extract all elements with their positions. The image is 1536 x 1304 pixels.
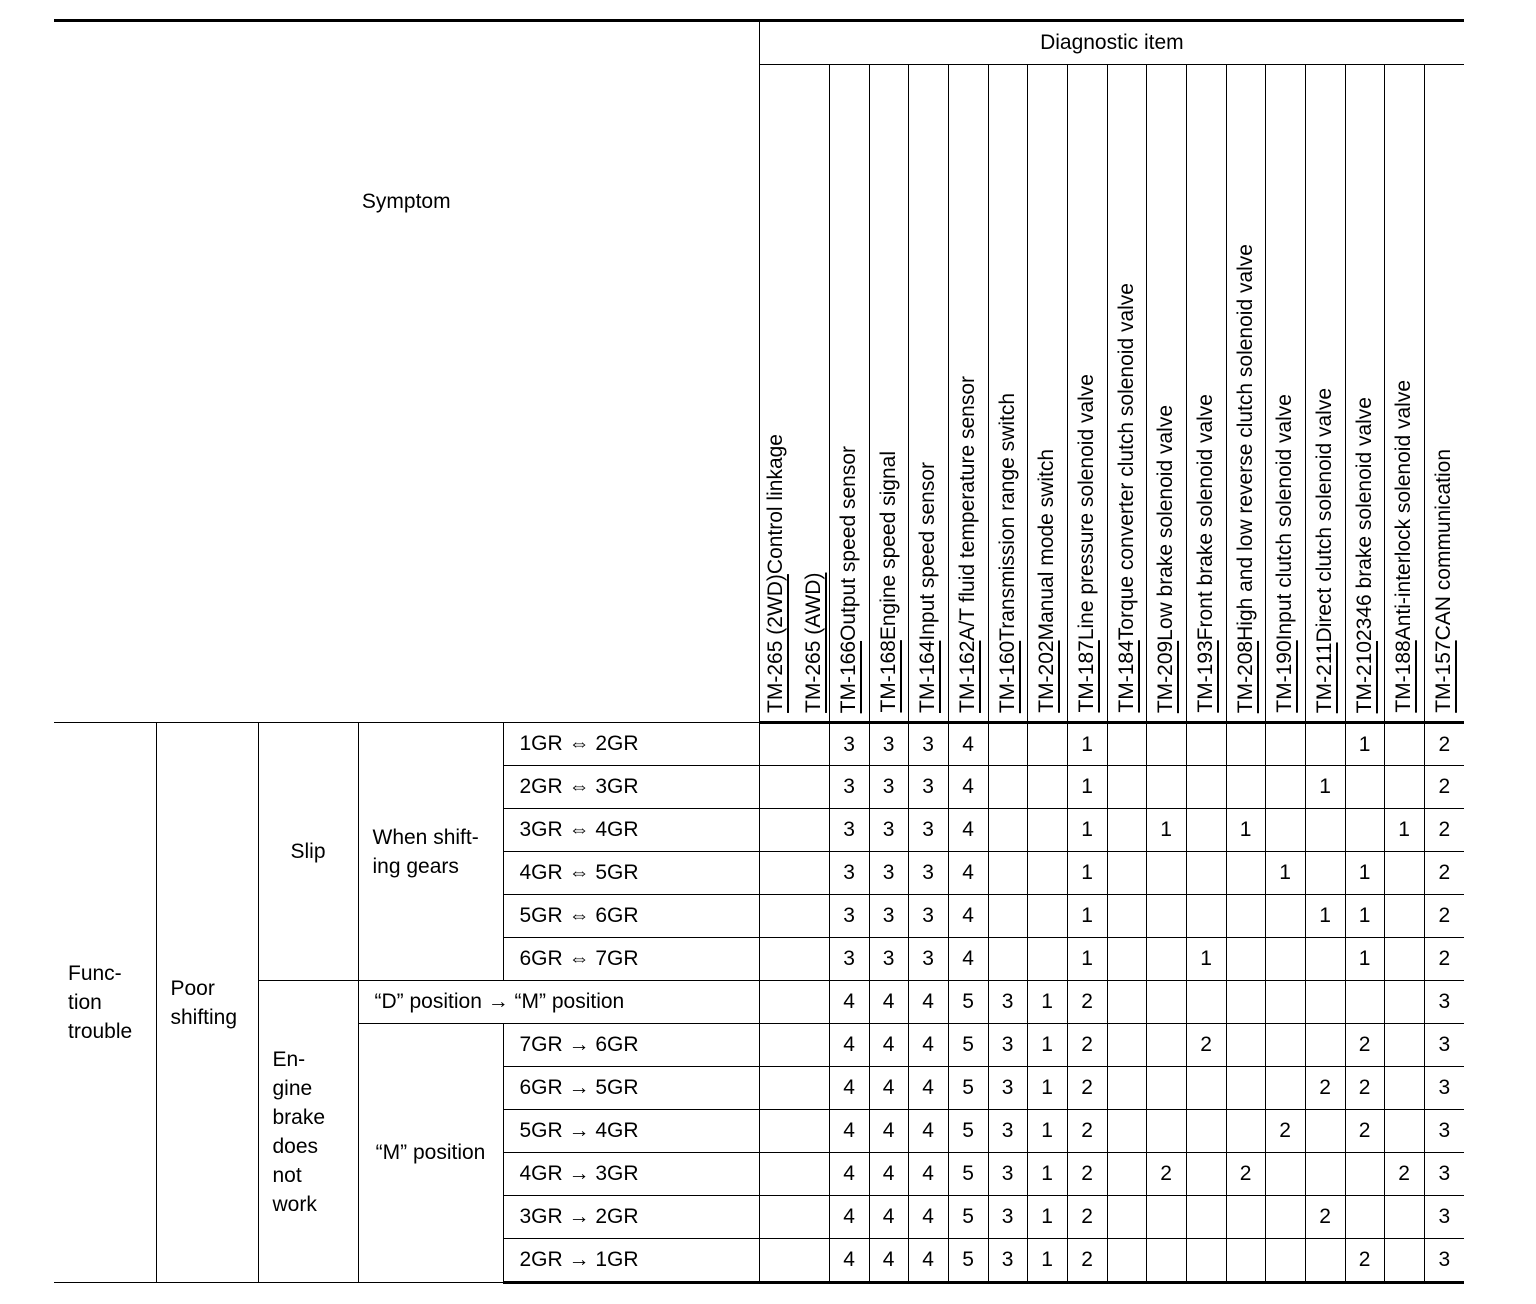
value-cell (1384, 852, 1424, 895)
column-name: Engine speed signal (876, 451, 900, 641)
value-cell (1226, 766, 1265, 809)
diagnosis-table (54, 19, 1464, 1284)
category-when-shifting-gears: When shift- ing gears (358, 723, 503, 981)
value-cell: 1 (1186, 938, 1226, 981)
value-cell: 4 (948, 938, 988, 981)
value-cell: 4 (869, 1067, 908, 1110)
value-cell (1107, 1196, 1146, 1239)
column-name: Low brake solenoid valve (1154, 404, 1178, 641)
value-cell: 5 (948, 1110, 988, 1153)
value-cell (1305, 981, 1345, 1024)
value-cell: 1 (1027, 1110, 1067, 1153)
value-cell (1384, 1196, 1424, 1239)
value-cell: 3 (869, 766, 908, 809)
value-cell: 5 (948, 1239, 988, 1283)
row-label: 6GR ⇔ 7GR (503, 938, 759, 981)
value-cell: 2 (1067, 1024, 1107, 1067)
value-cell (1345, 1196, 1384, 1239)
value-cell: 5 (948, 981, 988, 1024)
value-cell: 4 (869, 1153, 908, 1196)
value-cell: 2 (1186, 1024, 1226, 1067)
value-cell: 2 (1146, 1153, 1186, 1196)
symptom-header: Symptom (54, 21, 759, 723)
value-cell: 2 (1345, 1067, 1384, 1110)
value-cell: 2 (1345, 1239, 1384, 1283)
value-cell (1027, 809, 1067, 852)
value-cell: 1 (1345, 895, 1384, 938)
value-cell (759, 1153, 829, 1196)
ref-link[interactable]: TM-168 (876, 640, 900, 713)
value-cell: 5 (948, 1196, 988, 1239)
value-cell (1146, 981, 1186, 1024)
value-cell: 5 (948, 1024, 988, 1067)
table-row (54, 723, 1464, 766)
value-cell: 4 (908, 981, 948, 1024)
value-cell (1146, 1110, 1186, 1153)
value-cell (1226, 723, 1265, 766)
value-cell: 3 (829, 723, 869, 766)
column-name: Control linkage (764, 434, 788, 575)
ref-link[interactable]: TM-210 (1352, 640, 1376, 713)
value-cell (1186, 809, 1226, 852)
value-cell: 4 (829, 1110, 869, 1153)
value-cell (1384, 1239, 1424, 1283)
value-cell: 3 (869, 938, 908, 981)
value-cell: 3 (988, 1196, 1027, 1239)
column-name: Torque converter clutch solenoid valve (1114, 283, 1138, 641)
value-cell: 2 (1265, 1110, 1305, 1153)
value-cell (1384, 1110, 1424, 1153)
value-cell: 1 (1067, 895, 1107, 938)
value-cell: 4 (948, 723, 988, 766)
value-cell: 5 (948, 1067, 988, 1110)
value-cell: 2 (1424, 852, 1464, 895)
value-cell: 4 (829, 1239, 869, 1283)
value-cell (1265, 1196, 1305, 1239)
ref-link[interactable]: TM-211 (1313, 642, 1337, 713)
category-slip: Slip (258, 723, 358, 981)
value-cell (1186, 1196, 1226, 1239)
value-cell (1305, 938, 1345, 981)
value-cell (1226, 981, 1265, 1024)
value-cell: 3 (988, 981, 1027, 1024)
column-name: 2346 brake solenoid valve (1352, 396, 1376, 641)
value-cell: 4 (908, 1196, 948, 1239)
value-cell: 1 (1265, 852, 1305, 895)
value-cell (1186, 1153, 1226, 1196)
row-label: 3GR ⇔ 4GR (503, 809, 759, 852)
value-cell: 1 (1027, 1196, 1067, 1239)
value-cell (759, 895, 829, 938)
value-cell (1107, 1239, 1146, 1283)
value-cell (1027, 938, 1067, 981)
value-cell (759, 938, 829, 981)
value-cell: 2 (1067, 1239, 1107, 1283)
value-cell (1226, 1110, 1265, 1153)
value-cell: 4 (869, 1110, 908, 1153)
value-cell (1027, 852, 1067, 895)
ref-link[interactable]: TM-162 (956, 640, 980, 713)
value-cell: 1 (1345, 938, 1384, 981)
value-cell (1265, 938, 1305, 981)
value-cell: 4 (829, 981, 869, 1024)
value-cell (759, 981, 829, 1024)
value-cell (1186, 852, 1226, 895)
diagnostic-item-header: Diagnostic item (759, 21, 1464, 65)
value-cell (1265, 1024, 1305, 1067)
value-cell: 1 (1067, 852, 1107, 895)
value-cell (1027, 895, 1067, 938)
value-cell (1107, 895, 1146, 938)
ref-link[interactable]: TM-188 (1392, 640, 1416, 713)
value-cell (988, 809, 1027, 852)
value-cell: 3 (1424, 981, 1464, 1024)
value-cell: 1 (1027, 1024, 1067, 1067)
value-cell: 3 (829, 766, 869, 809)
category-poor-shifting: Poor shifting (156, 723, 258, 1283)
row-label: 5GR → 4GR (503, 1110, 759, 1153)
column-name: High and low reverse clutch solenoid valve (1233, 243, 1257, 641)
value-cell: 1 (1027, 1067, 1067, 1110)
value-cell (1146, 852, 1186, 895)
row-label: 5GR ⇔ 6GR (503, 895, 759, 938)
value-cell (1226, 852, 1265, 895)
value-cell: 4 (908, 1110, 948, 1153)
value-cell: 1 (1345, 723, 1384, 766)
value-cell (759, 1067, 829, 1110)
value-cell (1305, 809, 1345, 852)
value-cell: 4 (829, 1196, 869, 1239)
row-label: 3GR → 2GR (503, 1196, 759, 1239)
value-cell: 2 (1226, 1153, 1265, 1196)
value-cell: 3 (829, 938, 869, 981)
value-cell (1107, 809, 1146, 852)
ref-link-2wd[interactable]: TM-265 (2WD) (764, 574, 788, 713)
value-cell (1305, 1239, 1345, 1283)
value-cell (988, 766, 1027, 809)
value-cell: 5 (948, 1153, 988, 1196)
value-cell (1146, 1196, 1186, 1239)
column-name: Manual mode switch (1035, 449, 1059, 641)
value-cell: 3 (1424, 1239, 1464, 1283)
value-cell (1345, 766, 1384, 809)
value-cell: 3 (829, 895, 869, 938)
row-label: 7GR → 6GR (503, 1024, 759, 1067)
value-cell (1384, 1067, 1424, 1110)
value-cell (1107, 766, 1146, 809)
value-cell (1345, 981, 1384, 1024)
value-cell (1107, 981, 1146, 1024)
value-cell: 1 (1027, 981, 1067, 1024)
value-cell (1107, 1110, 1146, 1153)
value-cell: 2 (1424, 766, 1464, 809)
value-cell (1146, 938, 1186, 981)
value-cell: 3 (908, 723, 948, 766)
value-cell (759, 766, 829, 809)
value-cell (1345, 809, 1384, 852)
value-cell: 2 (1345, 1110, 1384, 1153)
value-cell: 2 (1067, 1153, 1107, 1196)
value-cell (1384, 895, 1424, 938)
value-cell (1186, 723, 1226, 766)
value-cell: 1 (1305, 895, 1345, 938)
row-label: 6GR → 5GR (503, 1067, 759, 1110)
value-cell: 4 (908, 1153, 948, 1196)
value-cell (988, 723, 1027, 766)
value-cell: 2 (1305, 1196, 1345, 1239)
value-cell: 3 (988, 1067, 1027, 1110)
column-name: Input clutch solenoid valve (1273, 394, 1297, 641)
value-cell (1384, 938, 1424, 981)
row-label: 2GR → 1GR (503, 1239, 759, 1283)
value-cell: 3 (908, 766, 948, 809)
value-cell (1226, 938, 1265, 981)
value-cell: 1 (1067, 766, 1107, 809)
value-cell (1226, 1239, 1265, 1283)
column-name: Input speed sensor (916, 462, 940, 641)
value-cell (988, 852, 1027, 895)
value-cell (1146, 723, 1186, 766)
value-cell (1146, 1024, 1186, 1067)
value-cell (1265, 895, 1305, 938)
value-cell: 3 (908, 852, 948, 895)
value-cell: 4 (869, 1024, 908, 1067)
column-name: Front brake solenoid valve (1194, 394, 1218, 641)
value-cell (1305, 723, 1345, 766)
ref-link[interactable]: TM-164 (916, 640, 940, 713)
value-cell: 2 (1305, 1067, 1345, 1110)
value-cell: 1 (1305, 766, 1345, 809)
value-cell: 4 (948, 895, 988, 938)
value-cell (1265, 981, 1305, 1024)
ref-link[interactable]: TM-202 (1035, 640, 1059, 713)
value-cell (1305, 1024, 1345, 1067)
value-cell: 3 (829, 852, 869, 895)
value-cell (1265, 766, 1305, 809)
value-cell (1186, 895, 1226, 938)
value-cell (1226, 1024, 1265, 1067)
value-cell (1146, 1067, 1186, 1110)
value-cell (1226, 1196, 1265, 1239)
value-cell (1305, 852, 1345, 895)
value-cell (1107, 938, 1146, 981)
value-cell: 1 (1027, 1153, 1067, 1196)
value-cell (1107, 723, 1146, 766)
value-cell: 2 (1424, 809, 1464, 852)
category-m-position: “M” position (358, 1024, 503, 1283)
value-cell: 1 (1067, 809, 1107, 852)
value-cell: 1 (1027, 1239, 1067, 1283)
value-cell (1107, 1153, 1146, 1196)
value-cell: 3 (1424, 1110, 1464, 1153)
value-cell: 2 (1424, 723, 1464, 766)
value-cell: 3 (908, 895, 948, 938)
value-cell (1265, 1239, 1305, 1283)
value-cell: 4 (908, 1239, 948, 1283)
row-label: 2GR ⇔ 3GR (503, 766, 759, 809)
value-cell (1226, 895, 1265, 938)
column-name: Direct clutch solenoid valve (1313, 387, 1337, 643)
ref-link[interactable]: TM-209 (1154, 640, 1178, 713)
value-cell (1265, 723, 1305, 766)
value-cell (1226, 1067, 1265, 1110)
value-cell (1146, 1239, 1186, 1283)
value-cell: 2 (1067, 1196, 1107, 1239)
value-cell: 1 (1384, 809, 1424, 852)
value-cell: 4 (829, 1153, 869, 1196)
value-cell: 4 (908, 1024, 948, 1067)
value-cell (1384, 981, 1424, 1024)
value-cell: 2 (1345, 1024, 1384, 1067)
value-cell: 1 (1067, 938, 1107, 981)
value-cell (759, 809, 829, 852)
column-name: CAN communication (1432, 449, 1456, 641)
value-cell: 3 (869, 723, 908, 766)
ref-link[interactable]: TM-208 (1233, 640, 1257, 713)
value-cell: 4 (948, 852, 988, 895)
column-name: Line pressure solenoid valve (1075, 374, 1099, 641)
ref-link[interactable]: TM-193 (1194, 640, 1218, 713)
ref-link[interactable]: TM-157 (1432, 640, 1456, 713)
value-cell (1265, 809, 1305, 852)
column-name: Anti-interlock solenoid valve (1392, 380, 1416, 641)
value-cell (1186, 1239, 1226, 1283)
value-cell: 3 (869, 895, 908, 938)
value-cell (1265, 1153, 1305, 1196)
value-cell: 3 (988, 1110, 1027, 1153)
value-cell (759, 1239, 829, 1283)
value-cell: 1 (1146, 809, 1186, 852)
value-cell: 4 (908, 1067, 948, 1110)
value-cell (1186, 981, 1226, 1024)
value-cell: 4 (869, 1239, 908, 1283)
value-cell (1027, 766, 1067, 809)
value-cell: 3 (869, 809, 908, 852)
value-cell (1186, 1067, 1226, 1110)
category-function-trouble: Func- tion trouble (54, 723, 156, 1283)
ref-link[interactable]: TM-184 (1114, 640, 1138, 713)
ref-link[interactable]: TM-160 (995, 640, 1019, 713)
value-cell (1265, 1067, 1305, 1110)
ref-link-awd[interactable]: TM-265 (AWD) (802, 572, 826, 713)
row-label: 4GR → 3GR (503, 1153, 759, 1196)
value-cell: 3 (1424, 1067, 1464, 1110)
value-cell (759, 1024, 829, 1067)
category-engine-brake: En- gine brake does not work (258, 981, 358, 1283)
value-cell: 2 (1384, 1153, 1424, 1196)
value-cell (759, 1196, 829, 1239)
value-cell: 4 (948, 809, 988, 852)
value-cell: 3 (988, 1239, 1027, 1283)
value-cell: 3 (908, 809, 948, 852)
ref-link[interactable]: TM-187 (1075, 640, 1099, 713)
value-cell: 3 (988, 1024, 1027, 1067)
row-label: 1GR ⇔ 2GR (503, 723, 759, 766)
column-name: A/T fluid temperature sensor (956, 376, 980, 641)
value-cell (1186, 766, 1226, 809)
value-cell: 3 (908, 938, 948, 981)
row-label: “D” position → “M” position (358, 981, 759, 1024)
value-cell (1305, 1110, 1345, 1153)
value-cell: 3 (1424, 1024, 1464, 1067)
value-cell (988, 895, 1027, 938)
value-cell: 2 (1424, 938, 1464, 981)
value-cell: 3 (988, 1153, 1027, 1196)
value-cell (1345, 1153, 1384, 1196)
value-cell (1107, 1024, 1146, 1067)
table-row (54, 981, 1464, 1024)
value-cell: 1 (1067, 723, 1107, 766)
value-cell: 3 (829, 809, 869, 852)
value-cell: 4 (869, 981, 908, 1024)
row-label: 4GR ⇔ 5GR (503, 852, 759, 895)
column-name: Transmission range switch (995, 392, 1019, 641)
ref-link[interactable]: TM-190 (1273, 640, 1297, 713)
value-cell: 4 (829, 1067, 869, 1110)
value-cell: 3 (1424, 1153, 1464, 1196)
value-cell: 1 (1345, 852, 1384, 895)
value-cell: 2 (1424, 895, 1464, 938)
value-cell (759, 1110, 829, 1153)
value-cell (1146, 895, 1186, 938)
column-name: Output speed sensor (837, 445, 861, 641)
value-cell: 2 (1067, 1110, 1107, 1153)
value-cell: 4 (869, 1196, 908, 1239)
ref-link[interactable]: TM-166 (837, 640, 861, 713)
value-cell (759, 852, 829, 895)
value-cell: 4 (948, 766, 988, 809)
value-cell (1107, 852, 1146, 895)
value-cell (1027, 723, 1067, 766)
value-cell (1107, 1067, 1146, 1110)
value-cell (988, 938, 1027, 981)
value-cell (1384, 766, 1424, 809)
value-cell: 2 (1067, 981, 1107, 1024)
value-cell: 4 (829, 1024, 869, 1067)
value-cell (1146, 766, 1186, 809)
value-cell (1186, 1110, 1226, 1153)
value-cell: 2 (1067, 1067, 1107, 1110)
value-cell (1305, 1153, 1345, 1196)
value-cell: 3 (1424, 1196, 1464, 1239)
value-cell (1384, 723, 1424, 766)
value-cell (1384, 1024, 1424, 1067)
value-cell (759, 723, 829, 766)
value-cell: 1 (1226, 809, 1265, 852)
value-cell: 3 (869, 852, 908, 895)
